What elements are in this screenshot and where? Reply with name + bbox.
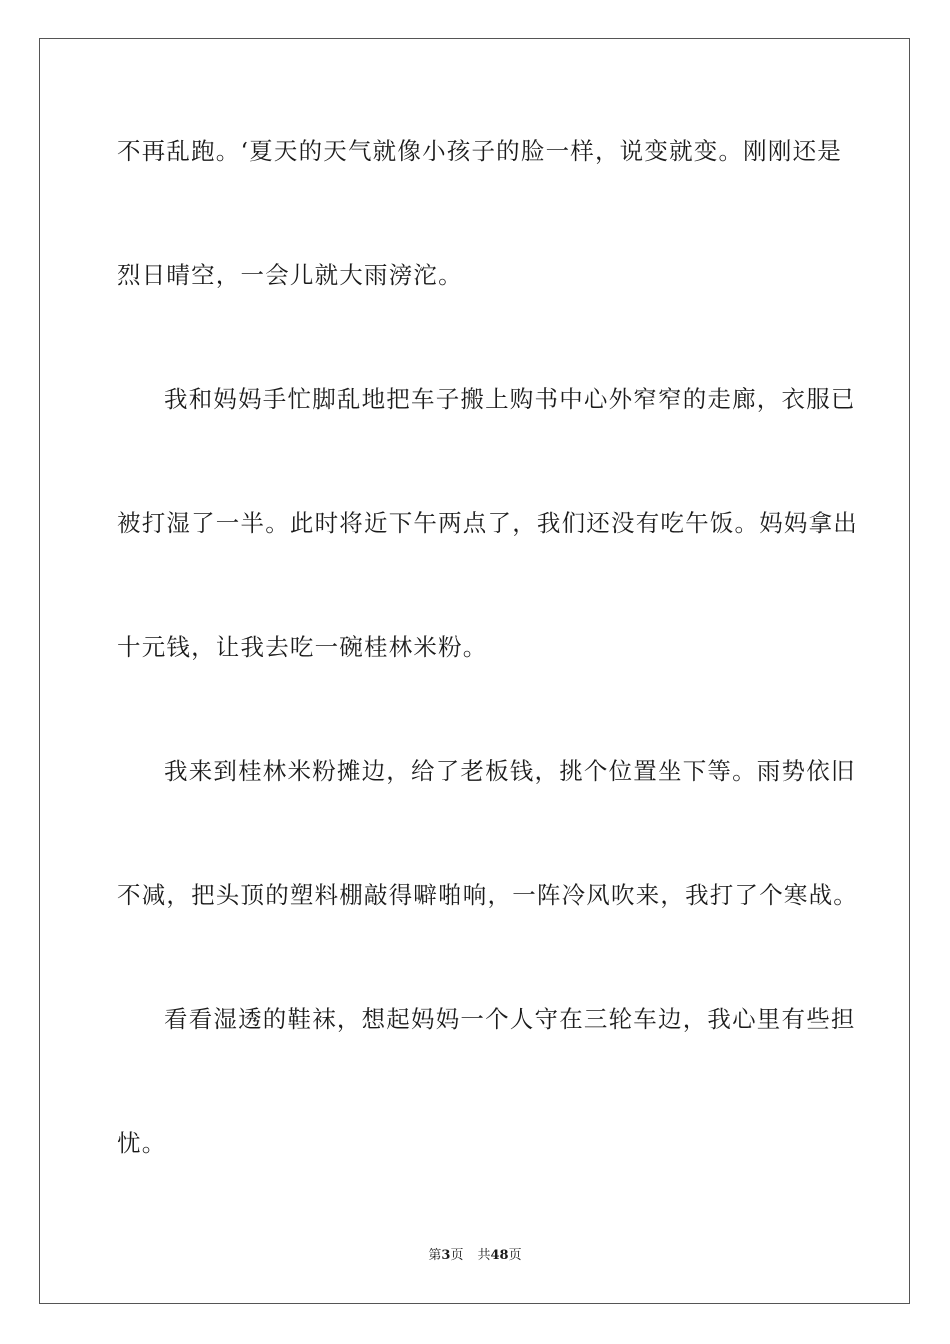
page-footer	[0, 1248, 950, 1264]
paragraph-start-line: 我和妈妈手忙脚乱地把车子搬上购书中心外窄窄的走廊，衣服已	[164, 385, 856, 413]
paragraph-start-line: 看看湿透的鞋袜，想起妈妈一个人守在三轮车边，我心里有些担	[164, 1005, 856, 1033]
text-line: 不再乱跑。‘夏天的天气就像小孩子的脸一样，说变就变。刚刚还是	[117, 137, 842, 165]
page-number: 3	[441, 1248, 451, 1263]
text-line: 烈日晴空，一会儿就大雨滂沱。	[117, 261, 463, 289]
total-prefix: 共	[477, 1248, 491, 1263]
page-border	[39, 38, 910, 1304]
text-line: 被打湿了一半。此时将近下午两点了，我们还没有吃午饭。妈妈拿出	[117, 509, 858, 537]
page-prefix: 第	[428, 1248, 442, 1263]
page-suffix: 页	[450, 1248, 464, 1263]
total-suffix: 页	[508, 1248, 522, 1263]
total-pages: 48	[490, 1248, 509, 1263]
paragraph-start-line: 我来到桂林米粉摊边，给了老板钱，挑个位置坐下等。雨势依旧	[164, 757, 856, 785]
text-line: 不减，把头顶的塑料棚敲得噼啪响，一阵冷风吹来，我打了个寒战。	[117, 881, 858, 909]
text-line: 忧。	[117, 1129, 167, 1157]
text-line: 十元钱，让我去吃一碗桂林米粉。	[117, 633, 488, 661]
